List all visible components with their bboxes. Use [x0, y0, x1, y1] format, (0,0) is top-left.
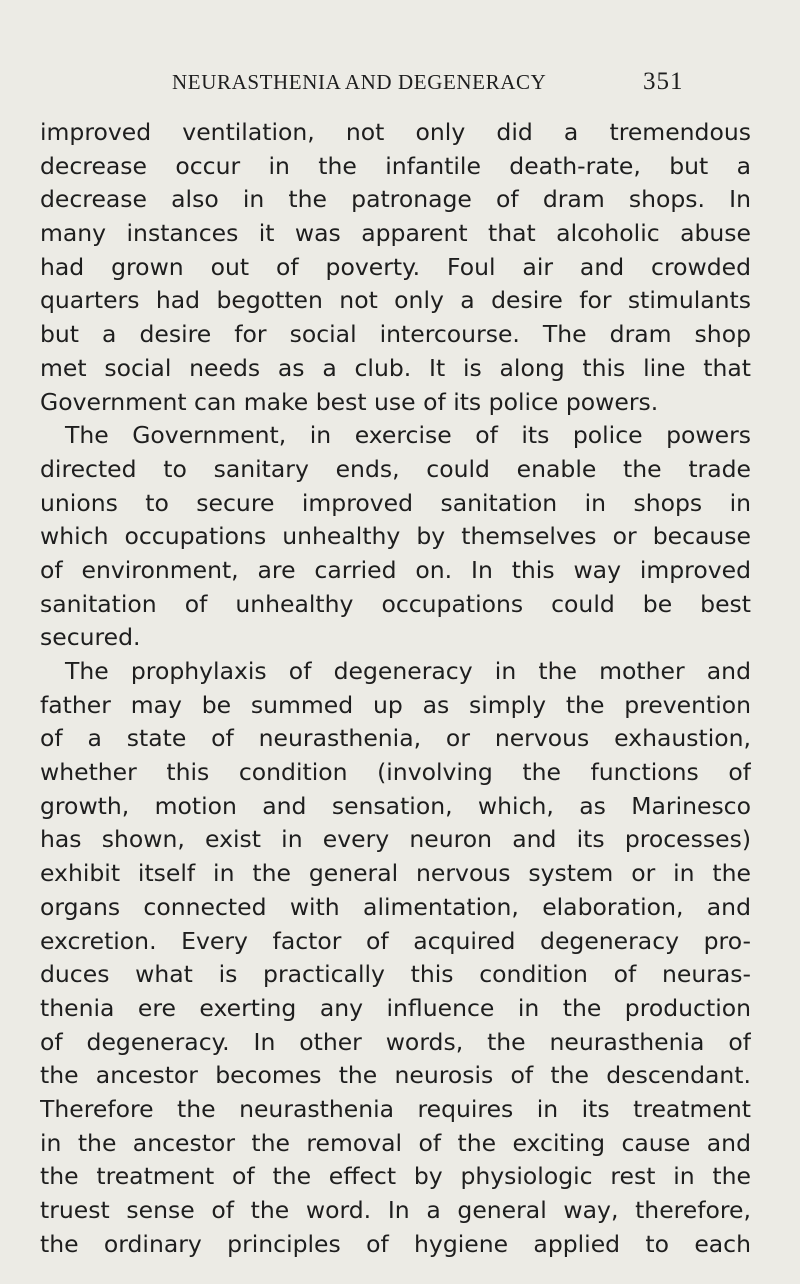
text-line: growth, motion and sensation, which, as Marinesco — [40, 791, 751, 820]
text-line: directed to sanitary ends, could enable the trade — [40, 454, 751, 483]
text-line: excretion. Every factor of acquired degeneracy pro- — [40, 926, 751, 955]
running-title: NEURASTHENIA AND DEGENERACY — [172, 70, 547, 94]
page-number: 351 — [643, 68, 684, 95]
text-line: Therefore the neurasthenia requires in its treatment — [40, 1094, 751, 1123]
text-line: of environment, are carried on. In this way improved — [40, 555, 751, 584]
text-line: sanitation of unhealthy occupations could be best — [40, 589, 751, 618]
text-line: of degeneracy. In other words, the neurasthenia of — [40, 1027, 751, 1056]
text-line: of a state of neurasthenia, or nervous exhaustion, — [40, 724, 751, 753]
text-line: unions to secure improved sanitation in shops in — [40, 488, 751, 517]
text-line: organs connected with alimentation, elaboration, and — [40, 892, 751, 921]
running-head — [172, 64, 712, 100]
text-line: father may be summed up as simply the prevention — [40, 690, 751, 719]
text-line: met social needs as a club. It is along this line that — [40, 353, 751, 382]
text-line: in the ancestor the removal of the exciting cause and — [40, 1128, 751, 1157]
text-line: The prophylaxis of degeneracy in the mother and — [65, 657, 751, 685]
text-line: truest sense of the word. In a general way, therefore, — [40, 1196, 751, 1224]
text-line: Government can make best use of its police powers. — [40, 387, 659, 416]
body-text — [40, 116, 751, 1261]
text-line: many instances it was apparent that alcoholic abuse — [40, 219, 751, 248]
text-line: decrease occur in the infantile death-rate, but a — [40, 151, 751, 180]
text-line: exhibit itself in the general nervous system or in the — [40, 859, 751, 888]
text-line: the treatment of the effect by physiologic rest in the — [40, 1162, 751, 1191]
text-line: The Government, in exercise of its police powers — [65, 421, 751, 450]
text-line: decrease also in the patronage of dram shops. In — [40, 185, 751, 214]
text-line: secured. — [40, 623, 141, 652]
text-line: has shown, exist in every neuron and its processes) — [40, 825, 751, 854]
text-line: but a desire for social intercourse. The dram shop — [40, 320, 751, 349]
text-line: thenia ere exerting any influence in the production — [40, 993, 751, 1022]
text-line: improved ventilation, not only did a tremendous — [40, 118, 751, 146]
text-line: the ancestor becomes the neurosis of the descendant. — [40, 1061, 751, 1090]
text-line: which occupations unhealthy by themselves or because — [40, 522, 751, 551]
text-line: quarters had begotten not only a desire for stimulants — [40, 286, 751, 315]
text-line: whether this condition (involving the functions of — [40, 758, 751, 787]
text-line: the ordinary principles of hygiene applied to each — [40, 1229, 751, 1258]
text-line: had grown out of poverty. Foul air and crowded — [40, 252, 751, 281]
text-line: duces what is practically this condition of neuras- — [40, 960, 751, 989]
